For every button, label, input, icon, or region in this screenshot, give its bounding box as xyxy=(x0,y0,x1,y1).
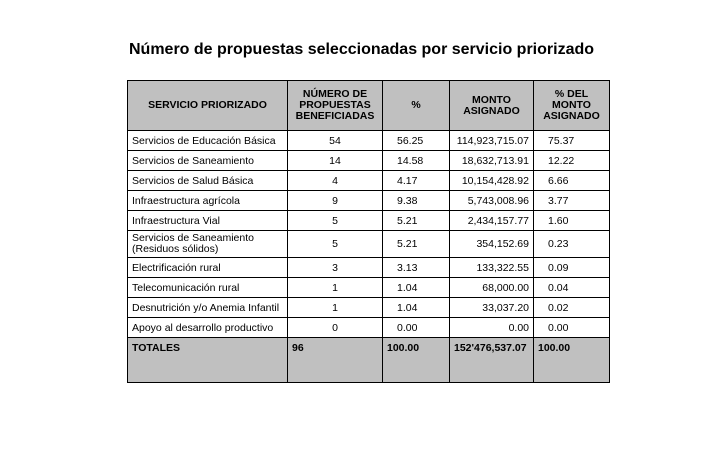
cell-percent-amount: 6.66 xyxy=(534,171,610,191)
cell-amount: 68,000.00 xyxy=(450,278,534,298)
cell-service: Telecomunicación rural xyxy=(128,278,288,298)
cell-amount: 2,434,157.77 xyxy=(450,211,534,231)
table-row xyxy=(128,231,610,258)
totals-row xyxy=(128,338,610,383)
cell-percent-amount: 75.37 xyxy=(534,131,610,151)
table-row xyxy=(128,278,610,298)
cell-service: Desnutrición y/o Anemia Infantil xyxy=(128,298,288,318)
table-row xyxy=(128,258,610,278)
totals-label: TOTALES xyxy=(128,338,288,383)
cell-percent: 4.17 xyxy=(383,171,450,191)
totals-proposals: 96 xyxy=(288,338,383,383)
cell-amount: 133,322.55 xyxy=(450,258,534,278)
cell-proposals: 5 xyxy=(288,231,383,258)
cell-amount: 354,152.69 xyxy=(450,231,534,258)
cell-percent-amount: 0.00 xyxy=(534,318,610,338)
table-row xyxy=(128,211,610,231)
cell-service: Servicios de Educación Básica xyxy=(128,131,288,151)
cell-percent: 3.13 xyxy=(383,258,450,278)
cell-service: Servicios de Salud Básica xyxy=(128,171,288,191)
cell-amount: 10,154,428.92 xyxy=(450,171,534,191)
cell-proposals: 3 xyxy=(288,258,383,278)
proposals-table xyxy=(127,80,610,383)
cell-percent: 1.04 xyxy=(383,278,450,298)
cell-proposals: 54 xyxy=(288,131,383,151)
cell-percent-amount: 0.09 xyxy=(534,258,610,278)
cell-service: Electrificación rural xyxy=(128,258,288,278)
header-amount: MONTO ASIGNADO xyxy=(450,81,534,131)
header-row xyxy=(128,81,610,131)
table-row xyxy=(128,298,610,318)
cell-service: Infraestructura agrícola xyxy=(128,191,288,211)
page-title: Número de propuestas seleccionadas por servicio priorizado xyxy=(128,41,595,58)
header-percent: % xyxy=(383,81,450,131)
totals-percent: 100.00 xyxy=(383,338,450,383)
cell-proposals: 9 xyxy=(288,191,383,211)
cell-percent: 56.25 xyxy=(383,131,450,151)
cell-percent: 5.21 xyxy=(383,211,450,231)
table-row xyxy=(128,171,610,191)
cell-proposals: 1 xyxy=(288,298,383,318)
cell-service: Servicios de Saneamiento xyxy=(128,151,288,171)
cell-proposals: 4 xyxy=(288,171,383,191)
cell-amount: 5,743,008.96 xyxy=(450,191,534,211)
table-row xyxy=(128,191,610,211)
cell-proposals: 5 xyxy=(288,211,383,231)
cell-percent: 14.58 xyxy=(383,151,450,171)
cell-proposals: 0 xyxy=(288,318,383,338)
cell-proposals: 14 xyxy=(288,151,383,171)
cell-percent-amount: 0.04 xyxy=(534,278,610,298)
cell-percent-amount: 0.23 xyxy=(534,231,610,258)
cell-service: Infraestructura Vial xyxy=(128,211,288,231)
cell-percent: 0.00 xyxy=(383,318,450,338)
totals-percent-amount: 100.00 xyxy=(534,338,610,383)
table-row xyxy=(128,318,610,338)
cell-amount: 114,923,715.07 xyxy=(450,131,534,151)
cell-service: Apoyo al desarrollo productivo xyxy=(128,318,288,338)
table-row xyxy=(128,131,610,151)
cell-percent: 1.04 xyxy=(383,298,450,318)
cell-percent-amount: 3.77 xyxy=(534,191,610,211)
header-service: SERVICIO PRIORIZADO xyxy=(128,81,288,131)
cell-amount: 0.00 xyxy=(450,318,534,338)
cell-percent: 9.38 xyxy=(383,191,450,211)
header-proposals: NÚMERO DE PROPUESTAS BENEFICIADAS xyxy=(288,81,383,131)
cell-percent-amount: 1.60 xyxy=(534,211,610,231)
cell-proposals: 1 xyxy=(288,278,383,298)
cell-percent-amount: 12.22 xyxy=(534,151,610,171)
table-row xyxy=(128,151,610,171)
cell-amount: 18,632,713.91 xyxy=(450,151,534,171)
cell-percent-amount: 0.02 xyxy=(534,298,610,318)
cell-amount: 33,037.20 xyxy=(450,298,534,318)
totals-amount: 152'476,537.07 xyxy=(450,338,534,383)
cell-percent: 5.21 xyxy=(383,231,450,258)
cell-service: Servicios de Saneamiento (Residuos sólidos) xyxy=(128,231,288,258)
header-percent-amount: % DEL MONTO ASIGNADO xyxy=(534,81,610,131)
